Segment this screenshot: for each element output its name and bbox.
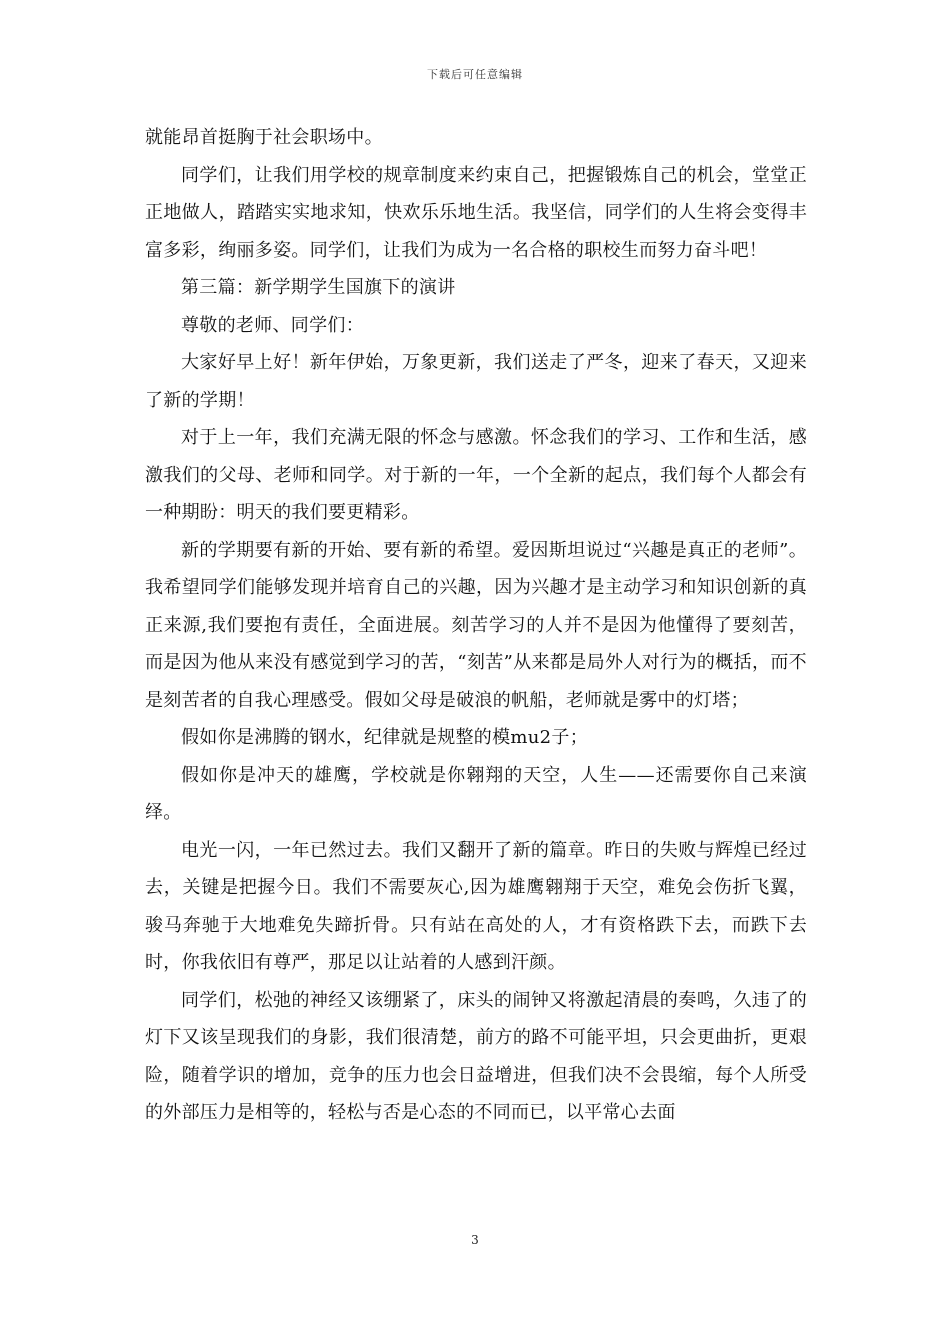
paragraph: 同学们，松弛的神经又该绷紧了，床头的闹钟又将激起清晨的奏鸣，久违了的灯下又该呈现我们的身影，我们很清楚，前方的路不可能平坦，只会更曲折，更艰险，随着学识的增加，竞争的压力也会日益增进，但我们决不会畏缩，每个人所受的外部压力是相等的，轻松与否是心态的不同而已，以平常心去面 (145, 989, 807, 1123)
salutation: 尊敬的老师、同学们： (181, 314, 364, 336)
paragraph: 假如你是冲天的雄鹰，学校就是你翱翔的天空，人生——还需要你自己来演绎。 (145, 764, 807, 823)
paragraph: 电光一闪，一年已然过去。我们又翻开了新的篇章。昨日的失败与辉煌已经过去，关键是把握今日。我们不需要灰心,因为雄鹰翱翔于天空，难免会伤折飞翼，骏马奔驰于大地难免失蹄折骨。只有站在高处的人，才有资格跌下去，而跌下去时，你我依旧有尊严，那足以让站着的人感到汗颜。 (145, 839, 807, 973)
paragraph: 假如你是沸腾的钢水，纪律就是规整的模mu2子； (181, 727, 589, 748)
paragraph: 大家好早上好！新年伊始，万象更新，我们送走了严冬，迎来了春天，又迎来了新的学期！ (145, 352, 807, 411)
document-body (145, 119, 807, 1132)
page-header: 下载后可任意编辑 (427, 68, 523, 81)
paragraph: 对于上一年，我们充满无限的怀念与感激。怀念我们的学习、工作和生活，感激我们的父母、老师和同学。对于新的一年，一个全新的起点，我们每个人都会有一种期盼：明天的我们要更精彩。 (145, 427, 807, 523)
section-heading: 第三篇：新学期学生国旗下的演讲 (181, 277, 456, 298)
paragraph: 就能昂首挺胸于社会职场中。 (145, 127, 383, 148)
paragraph: 同学们，让我们用学校的规章制度来约束自己，把握锻炼自己的机会，堂堂正正地做人，踏踏实实地求知，快欢乐乐地生活。我坚信，同学们的人生将会变得丰富多彩，绚丽多姿。同学们，让我们为成为一名合格的职校生而努力奋斗吧！ (145, 164, 807, 261)
page-number: 3 (471, 1233, 479, 1247)
paragraph: 新的学期要有新的开始、要有新的希望。爱因斯坦说过“兴趣是真正的老师”。我希望同学们能够发现并培育自己的兴趣，因为兴趣才是主动学习和知识创新的真正来源,我们要抱有责任，全面进展。刻苦学习的人并不是因为他懂得了要刻苦，而是因为他从来没有感觉到学习的苦，“刻苦”从来都是局外人对行为的概括，而不是刻苦者的自我心理感受。假如父母是破浪的帆船，老师就是雾中的灯塔； (145, 539, 807, 711)
